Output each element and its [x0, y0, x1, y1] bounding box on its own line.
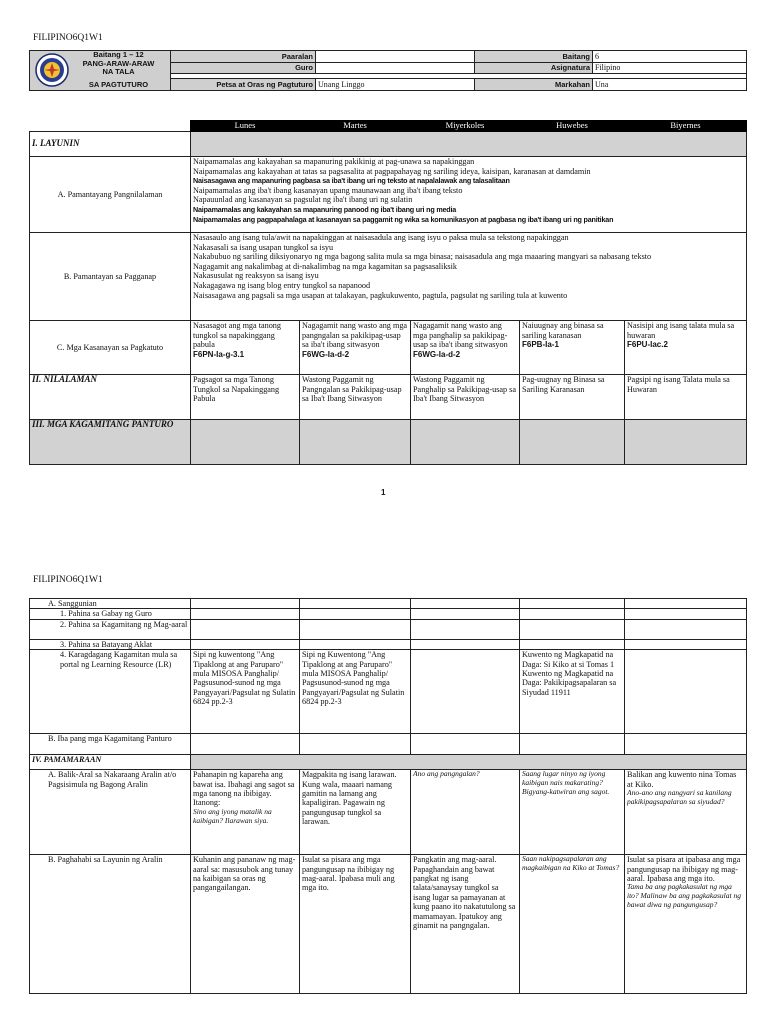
baitang-range: Baitang 1 – 12: [93, 50, 144, 60]
paghahabi-cell: Kuhanin ang pananaw ng mag-aaral sa: masusubok ang tunay na kaibigan sa oras ng pangangailangan.: [191, 855, 300, 994]
sanggunian-label: A. Sanggunian: [30, 599, 191, 609]
paghahabi-label: B. Paghahabi sa Layunin ng Aralin: [30, 855, 191, 994]
kagamitan-title: III. MGA KAGAMITANG PANTURO: [30, 420, 191, 465]
form-title-line1: PANG-ARAW-ARAW: [82, 58, 155, 68]
kasanayan-cell: Nagagamit nang wasto ang mga panghalip sa pakikipag-usap sa iba't ibang sitwasyon F6WG-Ia-d-2: [411, 321, 520, 375]
kagamitan-cell: [191, 420, 300, 465]
petsa-value: Unang Linggo: [316, 79, 475, 91]
kasanayan-cell: Nasisipi ang isang talata mula sa huwaran F6PU-Iac.2: [625, 321, 747, 375]
document-id: FILIPINO6Q1W1: [33, 575, 103, 585]
pamantayan-sa-pagganap-content: Nasasaulo ang isang tula/awit na napakinggan at naisasadula ang isang isyu o paksa mula sa tekstong napakinggan Nakasasali sa isang usapan tungkol sa isyu Nakabubuo ng sariling diksiyonaryo ng mga bagong salita mula sa mga binasa; naisasadula ang mga maaaring mangyari sa nabasang teksto Nagagamit ang nakalimbag at di-nakalimbag na mga kagamitan sa pagsasaliksik Nakasusulat ng reaksyon sa isang isyu Nakagagawa ng isang blog entry tungkol sa napanood Naisasagawa ang pagsali sa mga usapan at talakayan, pagkukuwento, pagtula, pagsulat ng sariling tula at kuwento: [191, 233, 747, 321]
kasanayan-cell: Nagagamit nang wasto ang mga pangngalan sa pakikipag-usap sa iba't ibang sitwasyon F6WG-Ia-d-2: [300, 321, 411, 375]
lr-cell: [411, 650, 520, 734]
paghahabi-cell: Isulat sa pisara at ipabasa ang mga pangungusap na ibibigay ng mag-aaral. Ipabasa ang mga ito. Tama ba ang pagkakasulat ng mga ito? Malinaw ba ang pagkakasulat ng bawat diwa ng pangungusap?: [625, 855, 747, 994]
day-header: Miyerkoles: [411, 121, 520, 132]
karagdagang-kagamitan-label: 4. Karagdagang Kagamitan mula sa portal ng Learning Resource (LR): [30, 650, 191, 734]
day-header: Huwebes: [520, 121, 625, 132]
iba-pang-kagamitan-label: B. Iba pang mga Kagamitang Panturo: [30, 734, 191, 755]
nilalaman-title: II. NILALAMAN: [30, 375, 191, 420]
batayang-aklat-label: 3. Pahina sa Batayang Aklat: [30, 639, 191, 649]
paghahabi-cell: Pangkatin ang mag-aaral. Papaghandain ang bawat pangkat ng isang talata/sanaysay tungkol sa isang lugar sa pamayanan at kung paano ito nakatutulong sa mamamayan. Ipatukoy ang ginamit na pangngalan.: [411, 855, 520, 994]
balik-aral-cell: Saang lugar ninyo ng iyong kaibigan nais makarating? Bigyang-katwiran ang sagot.: [520, 770, 625, 855]
day-header: Biyernes: [625, 121, 747, 132]
header-table: [29, 50, 747, 91]
header-logo-cell: [30, 51, 171, 91]
balik-aral-cell: Balikan ang kuwento nina Tomas at Kiko. Ano-ano ang nangyari sa kanilang pakikipagsapalaran sa siyudad?: [625, 770, 747, 855]
days-corner: [30, 121, 191, 132]
petsa-label: Petsa at Oras ng Pagtuturo: [171, 79, 316, 91]
balik-aral-label: A. Balik-Aral sa Nakaraang Aralin at/o Pagsisimula ng Bagong Aralin: [30, 770, 191, 855]
day-header: Lunes: [191, 121, 300, 132]
kasanayan-cell: Naiuugnay ang binasa sa sariling karanasan F6PB-Ia-1: [520, 321, 625, 375]
nilalaman-cell: Pagsagot sa mga Tanong Tungkol sa Napakinggang Pabula: [191, 375, 300, 420]
nilalaman-cell: Pag-uugnay ng Binasa sa Sariling Karanasan: [520, 375, 625, 420]
lr-cell: Kuwento ng Magkapatid na Daga: Si Kiko at si Tomas 1 Kuwento ng Magkapatid na Daga: Pakikipagsapalaran sa Siyudad 11911: [520, 650, 625, 734]
kagamitang-mag-aaral-label: 2. Pahina sa Kagamitang ng Mag-aaral: [30, 619, 191, 639]
kasanayan-label: C. Mga Kasanayan sa Pagkatuto: [30, 321, 191, 375]
pamamaraan-title: IV. PAMAMARAAN: [30, 755, 191, 770]
asignatura-value: Filipino: [593, 62, 747, 74]
paghahabi-cell: Isulat sa pisara ang mga pangungusap na ibibigay ng mag-aaral. Ipabasa muli ang mga ito.: [300, 855, 411, 994]
balik-aral-cell: Pahanapin ng kapareha ang bawat isa. Ibahagi ang sagot sa mga tanong na ibibigay. Itanong: Sino ang iyong matalik na kaibigan? Ilarawan siya.: [191, 770, 300, 855]
deped-seal-icon: [35, 53, 69, 87]
balik-aral-cell: Ano ang pangngalan?: [411, 770, 520, 855]
layunin-title: I. LAYUNIN: [30, 132, 191, 157]
nilalaman-cell: Wastong Paggamit ng Pangngalan sa Pakikipag-usap sa Iba't Ibang Sitwasyon: [300, 375, 411, 420]
form-title-line2: NA TALA: [102, 67, 135, 77]
guro-label: Guro: [171, 62, 316, 74]
kasanayan-cell: Nasasagot ang mga tanong tungkol sa napakinggang pabula F6PN-Ia-g-3.1: [191, 321, 300, 375]
pamamaraan-grey-cell: [191, 755, 747, 770]
day-header: Martes: [300, 121, 411, 132]
paaralan-value: [316, 51, 475, 63]
document-id: FILIPINO6Q1W1: [33, 33, 103, 43]
nilalaman-cell: Pagsipi ng isang Talata mula sa Huwaran: [625, 375, 747, 420]
lr-cell: Sipi ng Kuwentong "Ang Tipaklong at ang Paruparo" mula MISOSA Panghalip/ Pagsusunod-sunod ng mga Pangyayari/Pagsulat ng Sulatin 6824 pp.2-3: [300, 650, 411, 734]
layunin-grey-cell: [191, 132, 747, 157]
kagamitan-cell: [520, 420, 625, 465]
plan-table-page1: [29, 120, 747, 465]
gabay-guro-label: 1. Pahina sa Gabay ng Guro: [30, 609, 191, 619]
kagamitan-cell: [411, 420, 520, 465]
markahan-value: Una: [593, 79, 747, 91]
asignatura-label: Asignatura: [475, 62, 593, 74]
paghahabi-cell: Saan nakipagsapalaran ang magkaibigan na Kiko at Tomas?: [520, 855, 625, 994]
paaralan-label: Paaralan: [171, 51, 316, 63]
pamantayang-pangnilalaman-label: A. Pamantayang Pangnilalaman: [30, 157, 191, 233]
nilalaman-cell: Wastong Paggamit ng Panghalip sa Pakikipag-usap sa Iba't Ibang Sitwasyon: [411, 375, 520, 420]
form-title-line3: SA PAGTUTURO: [88, 79, 149, 89]
kagamitan-cell: [300, 420, 411, 465]
pamantayan-sa-pagganap-label: B. Pamantayan sa Pagganap: [30, 233, 191, 321]
page-number: 1: [381, 488, 386, 497]
kagamitan-cell: [625, 420, 747, 465]
lr-cell: Sipi ng kuwentong "Ang Tipaklong at ang Paruparo" mula MISOSA Panghalip/ Pagsusunod-sunod ng mga Pangyayari/Pagsulat ng Sulatin 6824 pp.2-3: [191, 650, 300, 734]
balik-aral-cell: Magpakita ng isang larawan. Kung wala, maaari namang gamitin na lamang ang kapaligiran. Pagawain ng pangungusap tungkol sa larawan.: [300, 770, 411, 855]
guro-value: [316, 62, 475, 74]
pamantayang-pangnilalaman-content: Naipamamalas ang kakayahan sa mapanuring pakikinig at pag-unawa sa napakinggan Naipamamalas ang kakayahan at tatas sa pagsasalita at pagpapahayag ng sariling ideya, kaisipan, karanasan at damdamin Naisasagawa ang mapanuring pagbasa sa iba't ibang uri ng teksto at napalalawak ang talasalitaan Naipamamalas ang iba't ibang kasanayan upang maunawaan ang iba't ibang teksto Napauunlad ang kasanayan sa pagsulat ng iba't ibang uri ng sulatin Naipamamalas ang kakayahan sa mapanuring panood ng iba't ibang uri ng media Naipamamalas ang pagpapahalaga at kasanayan sa paggamit ng wika sa komunikasyon at pagbasa ng iba't ibang uri ng panitikan: [191, 157, 747, 233]
lr-cell: [625, 650, 747, 734]
baitang-label: Baitang: [475, 51, 593, 63]
markahan-label: Markahan: [475, 79, 593, 91]
plan-table-page2: [29, 598, 747, 994]
baitang-value: 6: [593, 51, 747, 63]
